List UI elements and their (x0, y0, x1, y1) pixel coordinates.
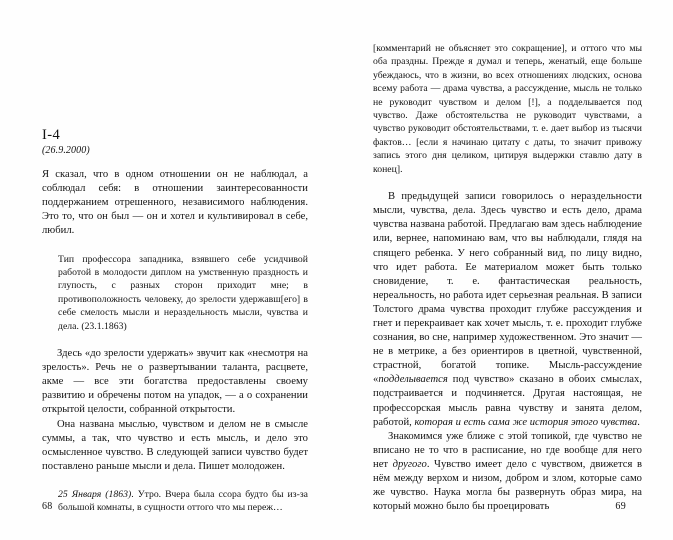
text-run: Знакомимся уже ближе с этой топикой, где чувство не вписано не то что в расписание, но где вообще для него нет (373, 430, 642, 470)
page-number-right: 69 (615, 501, 626, 512)
text-run: В предыдущей записи говорилось о нераздельности мысли, чувства, дела. Здесь чувство и есть дело, драма чувства названа работой. Предлагаю вам здесь наблюдение или, вернее, напоминаю вам, что вы наблюдали, глядя на спящего ребенка. У него собранный вид, по лицу видно, что идет работа. Ее материалом может быть только сновидение, т. е. фантастическая реальность, нереальность, но работа идет серьезная реальная. В записи Толстого драма чувства проходит глубже рассуждения и гнет и перекраивает как хочет мысль, т. е. проходит глубже сознания, во сне, например художественном. Это значит — не в метрике, а без ориентиров в цветной, чувственной, страстной, богатой топике. Мысль-рассуждение « (373, 191, 642, 386)
blockquote-body: . Утро. Вчера была ссора будто бы из-за большой комнаты, в сущности оттого что мы переж… (58, 489, 308, 514)
section-date: (26.9.2000) (42, 144, 90, 156)
blockquote-date-lead: 25 Января (1863) (58, 489, 132, 501)
text-run: . (637, 416, 640, 428)
paragraph: Она названа мыслью, чувством и делом не в смысле суммы, а так, что чувство и есть мысль, и дело это осмысленное чувство. В следующей записи чувство будет поставлено раньше мысли и дела. Пишет молодожен. (42, 418, 308, 472)
blockquote-tolstoy-diary-2 (42, 488, 308, 515)
emphasis-run: другого (392, 458, 427, 470)
emphasis-run: подделывается (378, 374, 448, 386)
page-number-left: 68 (42, 501, 53, 512)
blockquote-text: Тип профессора западника, взявшего себе усидчивой работой в молодости диплом на умственную праздность и глупость, с разных сторон приходит мне; в противоположность человеку, до зрелости удержавш[его] в себе смелость мысли и нераздельность мысли, чувства и дела. (23.1.1863) (58, 253, 308, 332)
paragraph (373, 430, 642, 515)
blockquote-tolstoy-diary-1 (42, 253, 308, 333)
right-page (337, 0, 673, 540)
emphasis-run: которая и есть сама же история этого чувства (414, 416, 638, 428)
paragraph (373, 190, 642, 430)
text-run: под чувство» сказано в обоих смыслах, подстраивается и подчиняется. Другая настоящая, не профессорская мысль равна чувству и занята делом, работой, (373, 374, 642, 428)
section-number: I-4 (42, 127, 61, 143)
section-heading (42, 128, 90, 156)
text-run: . Чувство имеет дело с чувством, движется в нём между верхом и низом, добром и злом, которые само же чувство. Наука могла бы развернуть образ мира, на который можно было бы проецировать (373, 458, 642, 513)
paragraph: Здесь «до зрелости удержать» звучит как «несмотря на зрелость». Речь не о развертывании таланта, расцвете, акме — все эти богатства предоставлены своему развитию и обречены потом на упадок, — а о сохранении открытой целости, собранной открытости. (42, 348, 308, 416)
right-page-body (373, 42, 642, 514)
blockquote-text: [комментарий не объясняет это сокращение], и оттого что мы оба праздны. Прежде я думал и теперь, женатый, еще больше убеждаюсь, что в жизни, во всех отношениях людских, основа всему работа — драма чувства, а рассуждение, мысль не только не руководит чувством и делом [!], а подделывается под чувство. Даже обстоятельства не руководит чувствами, а чувство руководит обстоятельствами, т. е. дает выбор из тысячи фактов… [если я начинаю цитату с даты, то значит привожу запись этого дня целиком, цитируя выдержки ставлю дату в конец]. (373, 43, 642, 175)
paragraph: Я сказал, что в одном отношении он не наблюдал, а соблюдал себя: в отношении заинтересованности поддержанием отрешенного, независимого наблюдения. Это то, что он был — он и хотел и культивировал в себе, любил. (42, 169, 308, 237)
blockquote-text (58, 488, 308, 515)
left-page-body (42, 168, 308, 515)
blockquote-continued (373, 42, 642, 176)
